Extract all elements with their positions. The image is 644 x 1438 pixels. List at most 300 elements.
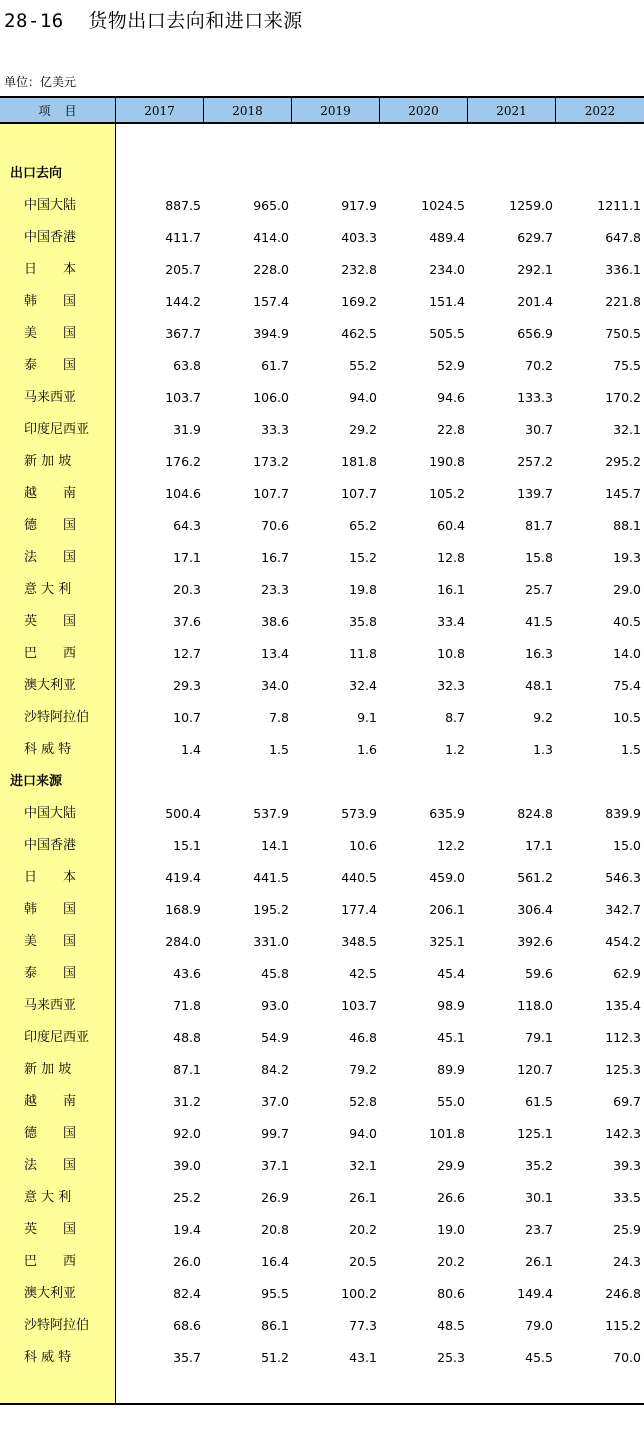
cell-value: 32.3 [437,678,465,693]
row-label: 巴 西 [24,1254,77,1269]
cell-value: 419.4 [165,870,201,885]
table-row [0,990,644,1022]
cell-value: 45.8 [261,966,289,981]
row-label: 德 国 [24,518,77,533]
row-label: 意 大 利 [24,582,72,597]
cell-value: 43.6 [173,966,201,981]
table-row [0,734,644,766]
cell-value: 77.3 [349,1318,377,1333]
cell-value: 16.4 [261,1254,289,1269]
cell-value: 403.3 [341,230,377,245]
cell-value: 176.2 [165,454,201,469]
cell-value: 168.9 [165,902,201,917]
cell-value: 35.7 [173,1350,201,1365]
cell-value: 750.5 [605,326,641,341]
cell-value: 55.2 [349,358,377,373]
cell-value: 19.3 [613,550,641,565]
cell-value: 33.3 [261,422,289,437]
table-row [0,638,644,670]
cell-value: 12.2 [437,838,465,853]
cell-value: 10.8 [437,646,465,661]
cell-value: 125.3 [605,1062,641,1077]
table-row [0,222,644,254]
cell-value: 325.1 [429,934,465,949]
cell-value: 15.1 [173,838,201,853]
cell-value: 887.5 [165,198,201,213]
cell-value: 145.7 [605,486,641,501]
cell-value: 19.8 [349,582,377,597]
cell-value: 9.1 [357,710,377,725]
table-row [0,958,644,990]
cell-value: 965.0 [253,198,289,213]
cell-value: 45.5 [525,1350,553,1365]
cell-value: 133.3 [517,390,553,405]
cell-value: 23.3 [261,582,289,597]
cell-value: 68.6 [173,1318,201,1333]
table-row [0,1118,644,1150]
cell-value: 82.4 [173,1286,201,1301]
row-label: 新 加 坡 [24,454,72,469]
row-label: 韩 国 [24,902,77,917]
cell-value: 414.0 [253,230,289,245]
cell-value: 411.7 [165,230,201,245]
row-label: 澳大利亚 [24,678,77,693]
table-row [0,318,644,350]
table-row [0,350,644,382]
cell-value: 35.2 [525,1158,553,1173]
cell-value: 17.1 [525,838,553,853]
cell-value: 51.2 [261,1350,289,1365]
cell-value: 11.8 [349,646,377,661]
cell-value: 1259.0 [509,198,553,213]
cell-value: 75.5 [613,358,641,373]
table-row [0,574,644,606]
cell-value: 118.0 [517,998,553,1013]
table-row [0,542,644,574]
row-label: 美 国 [24,934,77,949]
cell-value: 1.6 [357,742,377,757]
row-label: 英 国 [24,614,77,629]
cell-value: 80.6 [437,1286,465,1301]
cell-value: 23.7 [525,1222,553,1237]
cell-value: 257.2 [517,454,553,469]
row-label: 印度尼西亚 [24,1030,90,1045]
row-label: 马来西亚 [24,390,77,405]
cell-value: 45.1 [437,1030,465,1045]
cell-value: 103.7 [165,390,201,405]
title-text: 货物出口去向和进口来源 [88,10,303,32]
row-label: 日 本 [24,870,77,885]
row-label: 沙特阿拉伯 [24,710,90,725]
cell-value: 48.5 [437,1318,465,1333]
table-row [0,1310,644,1342]
cell-value: 177.4 [341,902,377,917]
cell-value: 20.8 [261,1222,289,1237]
cell-value: 29.3 [173,678,201,693]
cell-value: 39.3 [613,1158,641,1173]
cell-value: 79.1 [525,1030,553,1045]
cell-value: 16.3 [525,646,553,661]
cell-value: 33.4 [437,614,465,629]
cell-value: 1.5 [269,742,289,757]
cell-value: 115.2 [605,1318,641,1333]
section-row [0,766,644,798]
table-bottom-border [0,1403,644,1405]
table-row [0,606,644,638]
cell-value: 71.8 [173,998,201,1013]
cell-value: 55.0 [437,1094,465,1109]
cell-value: 20.2 [437,1254,465,1269]
cell-value: 336.1 [605,262,641,277]
cell-value: 824.8 [517,806,553,821]
cell-value: 60.4 [437,518,465,533]
cell-value: 40.5 [613,614,641,629]
header-year-5: 2022 [555,98,644,122]
row-label: 法 国 [24,550,77,565]
cell-value: 537.9 [253,806,289,821]
cell-value: 392.6 [517,934,553,949]
cell-value: 31.9 [173,422,201,437]
cell-value: 125.1 [517,1126,553,1141]
cell-value: 170.2 [605,390,641,405]
cell-value: 17.1 [173,550,201,565]
cell-value: 228.0 [253,262,289,277]
cell-value: 25.7 [525,582,553,597]
cell-value: 25.3 [437,1350,465,1365]
header-year-1: 2018 [203,98,291,122]
cell-value: 15.8 [525,550,553,565]
row-label: 中国大陆 [24,198,77,213]
cell-value: 101.8 [429,1126,465,1141]
row-label: 越 南 [24,1094,77,1109]
unit-label: 单位：亿美元 [4,75,77,89]
cell-value: 139.7 [517,486,553,501]
cell-value: 30.1 [525,1190,553,1205]
cell-value: 61.5 [525,1094,553,1109]
cell-value: 1.3 [533,742,553,757]
cell-value: 26.1 [349,1190,377,1205]
cell-value: 394.9 [253,326,289,341]
cell-value: 64.3 [173,518,201,533]
row-label: 马来西亚 [24,998,77,1013]
cell-value: 41.5 [525,614,553,629]
cell-value: 26.0 [173,1254,201,1269]
cell-value: 79.2 [349,1062,377,1077]
cell-value: 149.4 [517,1286,553,1301]
cell-value: 917.9 [341,198,377,213]
cell-value: 10.5 [613,710,641,725]
cell-value: 12.7 [173,646,201,661]
title-number: 28-16 [4,10,64,32]
cell-value: 142.3 [605,1126,641,1141]
cell-value: 92.0 [173,1126,201,1141]
cell-value: 8.7 [445,710,465,725]
cell-value: 16.1 [437,582,465,597]
table-row [0,1342,644,1374]
cell-value: 561.2 [517,870,553,885]
cell-value: 348.5 [341,934,377,949]
table-row [0,414,644,446]
cell-value: 65.2 [349,518,377,533]
table-row [0,1278,644,1310]
cell-value: 459.0 [429,870,465,885]
cell-value: 42.5 [349,966,377,981]
header-year-2: 2019 [291,98,379,122]
header-year-0: 2017 [115,98,203,122]
cell-value: 454.2 [605,934,641,949]
header-year-3: 2020 [379,98,467,122]
cell-value: 37.6 [173,614,201,629]
cell-value: 34.0 [261,678,289,693]
table-row [0,446,644,478]
cell-value: 94.6 [437,390,465,405]
section-label: 出口去向 [10,166,63,181]
cell-value: 19.0 [437,1222,465,1237]
row-label: 沙特阿拉伯 [24,1318,90,1333]
cell-value: 647.8 [605,230,641,245]
cell-value: 157.4 [253,294,289,309]
cell-value: 38.6 [261,614,289,629]
table-row [0,1054,644,1086]
row-label: 韩 国 [24,294,77,309]
table-row [0,1182,644,1214]
cell-value: 232.8 [341,262,377,277]
table-row [0,478,644,510]
cell-value: 151.4 [429,294,465,309]
cell-value: 120.7 [517,1062,553,1077]
cell-value: 61.7 [261,358,289,373]
row-label: 新 加 坡 [24,1062,72,1077]
cell-value: 10.6 [349,838,377,853]
cell-value: 26.9 [261,1190,289,1205]
cell-value: 15.2 [349,550,377,565]
row-label: 意 大 利 [24,1190,72,1205]
row-label: 法 国 [24,1158,77,1173]
header-item: 项目 [38,104,91,118]
cell-value: 98.9 [437,998,465,1013]
row-label: 英 国 [24,1222,77,1237]
table-row [0,702,644,734]
row-label: 越 南 [24,486,77,501]
cell-value: 79.0 [525,1318,553,1333]
cell-value: 635.9 [429,806,465,821]
cell-value: 505.5 [429,326,465,341]
cell-value: 35.8 [349,614,377,629]
cell-value: 573.9 [341,806,377,821]
cell-value: 29.2 [349,422,377,437]
cell-value: 221.8 [605,294,641,309]
cell-value: 48.8 [173,1030,201,1045]
row-label: 德 国 [24,1126,77,1141]
cell-value: 546.3 [605,870,641,885]
cell-value: 206.1 [429,902,465,917]
table-row [0,190,644,222]
section-label: 进口来源 [10,774,63,789]
cell-value: 46.8 [349,1030,377,1045]
cell-value: 9.2 [533,710,553,725]
cell-value: 342.7 [605,902,641,917]
cell-value: 13.4 [261,646,289,661]
cell-value: 190.8 [429,454,465,469]
row-label: 巴 西 [24,646,77,661]
cell-value: 331.0 [253,934,289,949]
table-row [0,286,644,318]
cell-value: 112.3 [605,1030,641,1045]
cell-value: 25.2 [173,1190,201,1205]
table-row [0,510,644,542]
cell-value: 81.7 [525,518,553,533]
cell-value: 104.6 [165,486,201,501]
cell-value: 31.2 [173,1094,201,1109]
cell-value: 32.1 [613,422,641,437]
cell-value: 24.3 [613,1254,641,1269]
cell-value: 16.7 [261,550,289,565]
cell-value: 94.0 [349,390,377,405]
cell-value: 70.6 [261,518,289,533]
table-row [0,798,644,830]
cell-value: 32.4 [349,678,377,693]
section-row [0,158,644,190]
row-label: 泰 国 [24,966,77,981]
cell-value: 37.1 [261,1158,289,1173]
row-label: 日 本 [24,262,77,277]
cell-value: 19.4 [173,1222,201,1237]
cell-value: 32.1 [349,1158,377,1173]
cell-value: 29.9 [437,1158,465,1173]
cell-value: 20.2 [349,1222,377,1237]
cell-value: 205.7 [165,262,201,277]
cell-value: 70.2 [525,358,553,373]
cell-value: 37.0 [261,1094,289,1109]
table-row [0,670,644,702]
cell-value: 25.9 [613,1222,641,1237]
cell-value: 440.5 [341,870,377,885]
cell-value: 106.0 [253,390,289,405]
cell-value: 52.9 [437,358,465,373]
cell-value: 500.4 [165,806,201,821]
cell-value: 100.2 [341,1286,377,1301]
cell-value: 295.2 [605,454,641,469]
row-label: 科 威 特 [24,1350,72,1365]
row-label: 中国大陆 [24,806,77,821]
cell-value: 39.0 [173,1158,201,1173]
cell-value: 656.9 [517,326,553,341]
row-label: 澳大利亚 [24,1286,77,1301]
row-label: 中国香港 [24,838,77,853]
cell-value: 22.8 [437,422,465,437]
cell-value: 88.1 [613,518,641,533]
cell-value: 462.5 [341,326,377,341]
cell-value: 173.2 [253,454,289,469]
cell-value: 93.0 [261,998,289,1013]
cell-value: 89.9 [437,1062,465,1077]
row-label: 泰 国 [24,358,77,373]
row-label: 印度尼西亚 [24,422,90,437]
table-row [0,1214,644,1246]
cell-value: 20.3 [173,582,201,597]
cell-value: 284.0 [165,934,201,949]
cell-value: 14.1 [261,838,289,853]
table-header [0,96,644,124]
cell-value: 367.7 [165,326,201,341]
cell-value: 45.4 [437,966,465,981]
cell-value: 94.0 [349,1126,377,1141]
cell-value: 135.4 [605,998,641,1013]
cell-value: 33.5 [613,1190,641,1205]
cell-value: 306.4 [517,902,553,917]
cell-value: 169.2 [341,294,377,309]
cell-value: 103.7 [341,998,377,1013]
cell-value: 1211.1 [597,198,641,213]
cell-value: 201.4 [517,294,553,309]
cell-value: 1.2 [445,742,465,757]
cell-value: 54.9 [261,1030,289,1045]
table-row [0,1246,644,1278]
cell-value: 144.2 [165,294,201,309]
cell-value: 87.1 [173,1062,201,1077]
cell-value: 48.1 [525,678,553,693]
cell-value: 234.0 [429,262,465,277]
cell-value: 105.2 [429,486,465,501]
cell-value: 62.9 [613,966,641,981]
cell-value: 1.5 [621,742,641,757]
table-row [0,254,644,286]
cell-value: 69.7 [613,1094,641,1109]
cell-value: 629.7 [517,230,553,245]
cell-value: 84.2 [261,1062,289,1077]
cell-value: 10.7 [173,710,201,725]
table-row [0,926,644,958]
cell-value: 29.0 [613,582,641,597]
cell-value: 52.8 [349,1094,377,1109]
cell-value: 107.7 [253,486,289,501]
table-row [0,1086,644,1118]
data-table [0,96,644,1405]
cell-value: 30.7 [525,422,553,437]
cell-value: 839.9 [605,806,641,821]
page-title [4,6,303,33]
row-label: 中国香港 [24,230,77,245]
cell-value: 26.6 [437,1190,465,1205]
cell-value: 181.8 [341,454,377,469]
table-row [0,830,644,862]
table-row [0,1022,644,1054]
header-year-4: 2021 [467,98,555,122]
table-row [0,894,644,926]
cell-value: 63.8 [173,358,201,373]
cell-value: 70.0 [613,1350,641,1365]
cell-value: 43.1 [349,1350,377,1365]
cell-value: 95.5 [261,1286,289,1301]
cell-value: 1.4 [181,742,201,757]
cell-value: 26.1 [525,1254,553,1269]
cell-value: 7.8 [269,710,289,725]
cell-value: 75.4 [613,678,641,693]
cell-value: 441.5 [253,870,289,885]
cell-value: 489.4 [429,230,465,245]
table-row [0,382,644,414]
cell-value: 86.1 [261,1318,289,1333]
cell-value: 195.2 [253,902,289,917]
cell-value: 20.5 [349,1254,377,1269]
cell-value: 246.8 [605,1286,641,1301]
cell-value: 14.0 [613,646,641,661]
cell-value: 292.1 [517,262,553,277]
cell-value: 107.7 [341,486,377,501]
cell-value: 12.8 [437,550,465,565]
row-label: 科 威 特 [24,742,72,757]
table-row [0,1150,644,1182]
